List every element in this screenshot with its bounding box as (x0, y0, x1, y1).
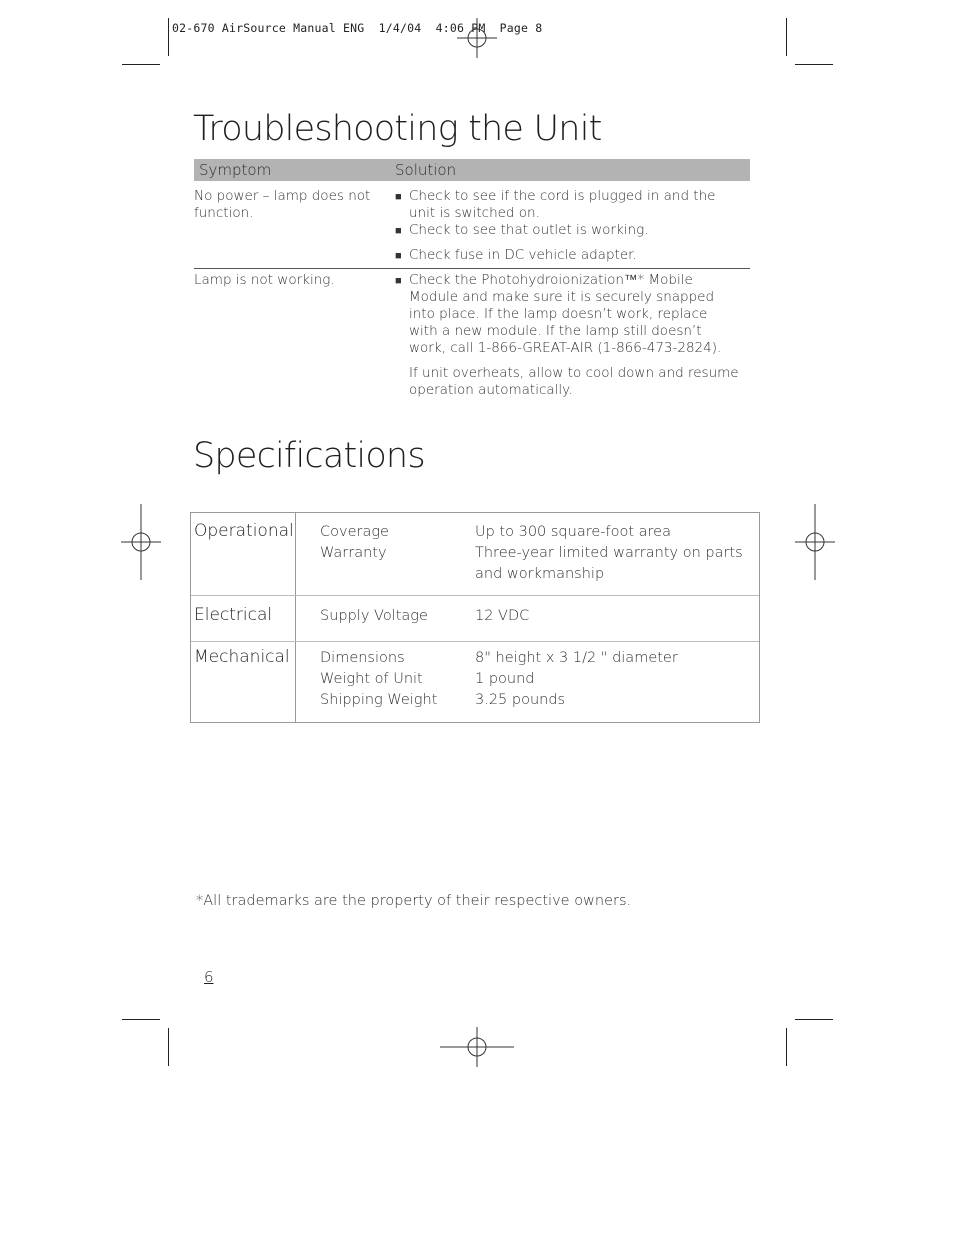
spec-value: 8" height x 3 1/2 " diameter (475, 650, 678, 666)
row-divider (191, 595, 759, 596)
spec-value: 12 VDC (475, 608, 530, 624)
registration-mark-bottom (440, 1027, 514, 1067)
spec-label: Shipping Weight (320, 692, 438, 708)
square-bullet-icon: ■ (395, 224, 402, 237)
crop-mark-top-left-h (122, 64, 160, 65)
solution-item: ■ Check the Photohydroionization™* Mobile Module and make sure it is securely snapped into place. If the lamp doesn’t work, replace with a new module. If the lamp still doesn’t work, call 1-866-GREAT-AIR (1-866-473-2824). (395, 272, 722, 356)
registration-mark-left (121, 504, 161, 580)
specifications-table (190, 512, 760, 723)
spec-category-electrical: Electrical (194, 605, 273, 625)
trademark-footnote: *All trademarks are the property of their respective owners. (196, 893, 632, 909)
solution-item: ■ Check to see that outlet is working. (395, 222, 649, 238)
crop-mark-bottom-left-h (122, 1019, 160, 1020)
symptom-column-header: Symptom (199, 161, 272, 179)
spec-category-mechanical: Mechanical (194, 647, 290, 667)
crop-mark-top-right-v (786, 18, 787, 56)
troubleshooting-table-header (194, 159, 750, 181)
solution-cell (395, 272, 740, 399)
row-divider (191, 641, 759, 642)
spec-label: Weight of Unit (320, 671, 423, 687)
spec-label: Dimensions (320, 650, 405, 666)
spec-value: Up to 300 square-foot area (475, 524, 671, 540)
troubleshooting-title: Troubleshooting the Unit (193, 109, 602, 149)
crop-mark-top-right-h (795, 64, 833, 65)
square-bullet-icon: ■ (395, 249, 402, 262)
spec-category-operational: Operational (194, 521, 294, 541)
solution-item: ■ Check fuse in DC vehicle adapter. (395, 247, 637, 263)
crop-mark-bottom-right-v (786, 1028, 787, 1066)
solution-item: ■ Check to see if the cord is plugged in and the unit is switched on. (395, 188, 716, 221)
solution-note: If unit overheats, allow to cool down and resume operation automatically. (409, 365, 739, 398)
square-bullet-icon: ■ (395, 190, 402, 203)
row-divider (194, 268, 750, 269)
spec-value: 1 pound (475, 671, 535, 687)
square-bullet-icon: ■ (395, 274, 402, 287)
solution-column-header: Solution (395, 161, 457, 179)
spec-label: Supply Voltage (320, 608, 428, 624)
crop-mark-bottom-right-h (795, 1019, 833, 1020)
spec-label: Warranty (320, 545, 387, 561)
solution-cell (395, 188, 740, 264)
print-slug: 02-670 AirSource Manual ENG 1/4/04 4:06 PM Page 8 (172, 21, 543, 35)
registration-mark-top (457, 18, 497, 58)
page-number: 6 (204, 968, 214, 986)
crop-mark-bottom-left-v (168, 1028, 169, 1066)
column-divider (295, 513, 296, 722)
symptom-cell: No power – lamp does not function. (194, 188, 371, 221)
symptom-cell: Lamp is not working. (194, 272, 335, 288)
spec-value: Three-year limited warranty on parts and workmanship (475, 545, 743, 582)
specifications-title: Specifications (193, 436, 425, 476)
registration-mark-right (795, 504, 835, 580)
spec-value: 3.25 pounds (475, 692, 566, 708)
spec-label: Coverage (320, 524, 389, 540)
crop-mark-top-left-v (168, 18, 169, 56)
